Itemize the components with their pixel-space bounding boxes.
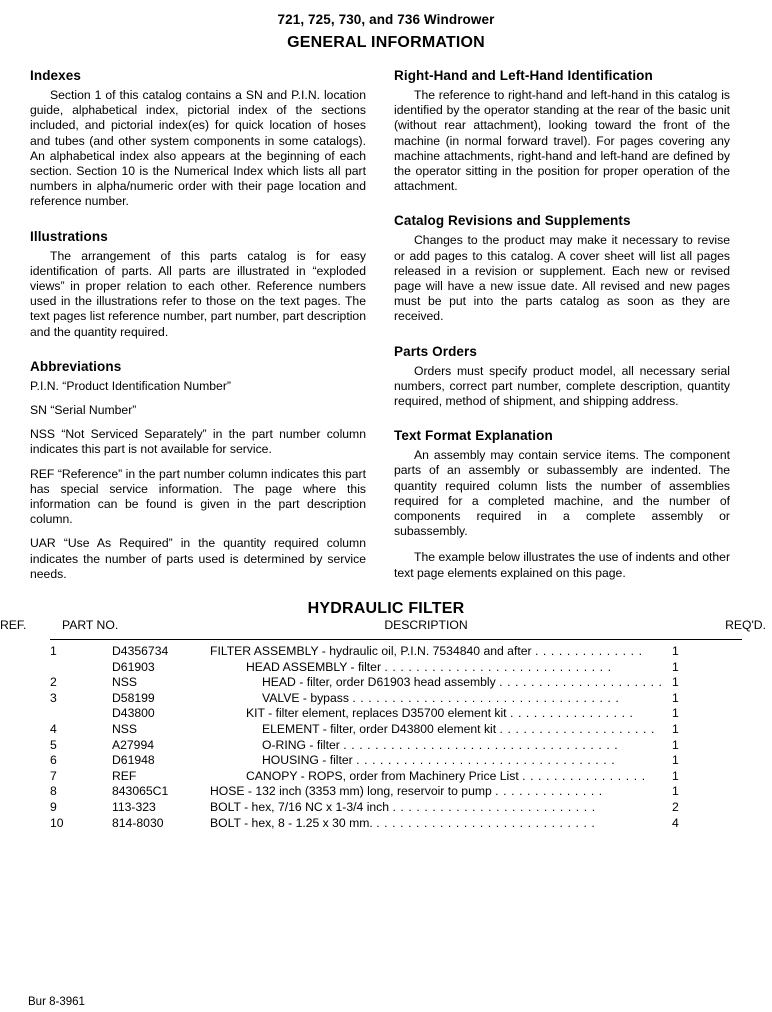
- description-text: HOSE - 132 inch (3353 mm) long, reservoir to pump: [210, 784, 496, 799]
- cell-ref: 5: [50, 737, 57, 752]
- cell-qty: 1: [672, 659, 679, 674]
- description-text: ELEMENT - filter, order D43800 element kit: [262, 722, 500, 737]
- leader-dots: . . . . . . . . . . . . . .: [534, 644, 643, 659]
- abbreviation-item: NSS “Not Serviced Separately” in the part number column indicates this part is not available for service.: [30, 427, 366, 457]
- cell-qty: 4: [672, 815, 679, 830]
- cell-part-no: 113-323: [112, 800, 156, 815]
- table-row: [50, 784, 742, 800]
- cell-part-no: D61948: [112, 753, 155, 768]
- cell-part-no: D4356734: [112, 644, 169, 659]
- cell-part-no: 843065C1: [112, 784, 169, 799]
- description-text: BOLT - hex, 8 - 1.25 x 30 mm.: [210, 815, 377, 830]
- section-heading-catalog-revisions: Catalog Revisions and Supplements: [394, 213, 631, 229]
- cell-description: [210, 722, 672, 738]
- leader-dots: . . . . . . . . . . . . . . . . . . . . . . . . . . . . . . . . .: [356, 753, 616, 768]
- description-text: HOUSING - filter: [262, 753, 357, 768]
- table-row: [50, 675, 742, 691]
- table-row: [50, 644, 742, 660]
- parts-table-header: [0, 618, 772, 632]
- cell-part-no: D43800: [112, 706, 155, 721]
- cell-ref: 4: [50, 722, 57, 737]
- cell-description: [210, 660, 672, 676]
- cell-ref: [50, 706, 112, 722]
- cell-description: [210, 675, 672, 691]
- section-paragraph-text-format-1: An assembly may contain service items. The component parts of an assembly or subassembly are indented. The quantity required column lists the number of assemblies required for a completed machine, and the number of components required in a complete assembly or subassembly.: [394, 448, 730, 539]
- description-text: CANOPY - ROPS, order from Machinery Price List: [246, 768, 523, 783]
- cell-description: [210, 769, 672, 785]
- abbreviation-item: P.I.N. “Product Identification Number”: [30, 378, 231, 393]
- parts-table-body: [50, 644, 742, 831]
- section-paragraph-rh-lh-identification: The reference to right-hand and left-hand in this catalog is identified by the operator standing at the rear of the basic unit (without rear attachment), looking toward the front of the machine (in normal forward travel). For pages covering any machine attachments, right-hand and left-hand are defined by the operator sitting in the position for proper operation of the attachment.: [394, 88, 730, 194]
- section-paragraph-illustrations: The arrangement of this parts catalog is for easy identification of parts. All parts are illustrated in “exploded views” in proper relation to each other. Reference numbers used in the illustrations refer to those on the text pages. The text pages list reference number, part number, part description and the quantity required.: [30, 248, 366, 339]
- column-header-description: DESCRIPTION: [384, 618, 468, 633]
- page-subtitle: GENERAL INFORMATION: [287, 34, 485, 51]
- description-text: VALVE - bypass: [262, 690, 353, 705]
- table-row: [50, 722, 742, 738]
- cell-ref: 2: [50, 675, 57, 690]
- section-paragraph-indexes: Section 1 of this catalog contains a SN and P.I.N. location guide, alphabetical index, pictorial index of the sections included, and pictorial index(es) for quick location of hoses and tubes (and other system components in some catalogs). An alphabetical index also appears at the beginning of each section. Section 10 is the Numerical Index which lists all part numbers in alpha/numeric order with their page location and reference number.: [30, 88, 366, 209]
- description-text: BOLT - hex, 7/16 NC x 1-3/4 inch: [210, 800, 393, 815]
- column-header-ref: REF.: [0, 618, 27, 633]
- parts-table-divider: [50, 639, 742, 640]
- description-text: HEAD - filter, order D61903 head assembly: [262, 675, 500, 690]
- leader-dots: . . . . . . . . . . . . . . . . . . . . .: [499, 675, 663, 690]
- table-row: [50, 691, 742, 707]
- leader-dots: . . . . . . . . . . . . . . . . . . . . . . . . . . . .: [376, 815, 596, 830]
- abbreviations-list: [30, 379, 366, 582]
- cell-description: [210, 816, 672, 832]
- cell-part-no: REF: [112, 768, 137, 783]
- section-heading-parts-orders: Parts Orders: [394, 343, 477, 359]
- cell-part-no: 814-8030: [112, 815, 164, 830]
- section-heading-indexes: Indexes: [30, 68, 81, 83]
- table-row: [50, 660, 742, 676]
- cell-description: [210, 706, 672, 722]
- cell-part-no: D61903: [112, 659, 155, 674]
- cell-qty: 1: [672, 706, 679, 721]
- cell-description: [210, 644, 672, 660]
- table-row: [50, 706, 742, 722]
- cell-ref: 9: [50, 800, 57, 815]
- section-paragraph-text-format-2: The example below illustrates the use of indents and other text page elements explained on this page.: [394, 550, 730, 580]
- leader-dots: . . . . . . . . . . . . . . . . . . . . . . . . . . . . .: [384, 659, 612, 674]
- cell-ref: 1: [50, 644, 57, 659]
- parts-table-title: HYDRAULIC FILTER: [307, 600, 465, 618]
- column-header-part-no: PART NO.: [62, 618, 119, 633]
- footer-code: Bur 8-3961: [28, 996, 85, 1008]
- cell-qty: 1: [672, 722, 679, 737]
- section-heading-abbreviations: Abbreviations: [30, 358, 122, 374]
- description-text: O-RING - filter: [262, 737, 344, 752]
- cell-description: [210, 691, 672, 707]
- section-paragraph-catalog-revisions: Changes to the product may make it necessary to revise or add pages to this catalog. A cover sheet will list all pages released in a revision or supplement. Each new or revised page will have a new issue date. All revised and new pages must be put into the parts catalog as soon as they are received.: [394, 233, 730, 324]
- cell-description: [210, 800, 672, 816]
- section-heading-illustrations: Illustrations: [30, 228, 108, 244]
- table-row: [50, 816, 742, 832]
- cell-part-no: NSS: [112, 722, 138, 737]
- cell-part-no: NSS: [112, 675, 138, 690]
- right-column: [394, 68, 730, 582]
- description-text: KIT - filter element, replaces D35700 element kit: [246, 706, 510, 721]
- leader-dots: . . . . . . . . . . . . . . . .: [522, 768, 646, 783]
- leader-dots: . . . . . . . . . . . . . . . . . . . . . . . . . . . . . . . . . .: [352, 690, 620, 705]
- description-text: FILTER ASSEMBLY - hydraulic oil, P.I.N. 7534840 and after: [210, 644, 535, 659]
- cell-qty: 1: [672, 737, 679, 752]
- cell-part-no: A27994: [112, 737, 155, 752]
- page-title: 721, 725, 730, and 736 Windrower: [277, 12, 495, 27]
- left-column: [30, 68, 366, 582]
- cell-qty: 1: [672, 784, 679, 799]
- abbreviation-item: SN “Serial Number”: [30, 403, 137, 418]
- section-paragraph-parts-orders: Orders must specify product model, all necessary serial numbers, correct part number, complete description, quantity required, method of shipment, and shipping address.: [394, 363, 730, 409]
- abbreviation-item: REF “Reference” in the part number column indicates this part has special service information. The page where this information can be found is given in the part description column.: [30, 466, 366, 527]
- cell-description: [210, 753, 672, 769]
- leader-dots: . . . . . . . . . . . . . . . . . . . .: [499, 722, 655, 737]
- cell-qty: 1: [672, 753, 679, 768]
- cell-qty: 1: [672, 690, 679, 705]
- section-heading-rh-lh-identification: Right-Hand and Left-Hand Identification: [394, 68, 653, 83]
- cell-qty: 1: [672, 644, 679, 659]
- cell-qty: 1: [672, 768, 679, 783]
- cell-ref: 10: [50, 815, 64, 830]
- column-header-reqd: REQ'D.: [725, 618, 766, 633]
- table-row: [50, 738, 742, 754]
- cell-part-no: D58199: [112, 690, 155, 705]
- table-row: [50, 800, 742, 816]
- section-heading-text-format-explanation: Text Format Explanation: [394, 428, 553, 444]
- two-column-body: [0, 68, 772, 582]
- leader-dots: . . . . . . . . . . . . . . . . . . . . . . . . . .: [392, 800, 596, 815]
- description-text: HEAD ASSEMBLY - filter: [246, 659, 385, 674]
- cell-qty: 2: [672, 800, 679, 815]
- cell-ref: 6: [50, 753, 57, 768]
- cell-qty: 1: [672, 675, 679, 690]
- document-page: [0, 12, 772, 1012]
- table-row: [50, 753, 742, 769]
- cell-ref: 7: [50, 768, 57, 783]
- cell-ref: 8: [50, 784, 57, 799]
- leader-dots: . . . . . . . . . . . . . . . . . . . . . . . . . . . . . . . . . . .: [343, 737, 619, 752]
- table-row: [50, 769, 742, 785]
- leader-dots: . . . . . . . . . . . . . . . .: [509, 706, 634, 721]
- leader-dots: . . . . . . . . . . . . . .: [495, 784, 603, 799]
- cell-description: [210, 784, 672, 800]
- cell-ref: [50, 660, 112, 676]
- cell-ref: 3: [50, 690, 57, 705]
- cell-description: [210, 738, 672, 754]
- abbreviation-item: UAR “Use As Required” in the quantity required column indicates the number of parts used is determined by service needs.: [30, 536, 366, 581]
